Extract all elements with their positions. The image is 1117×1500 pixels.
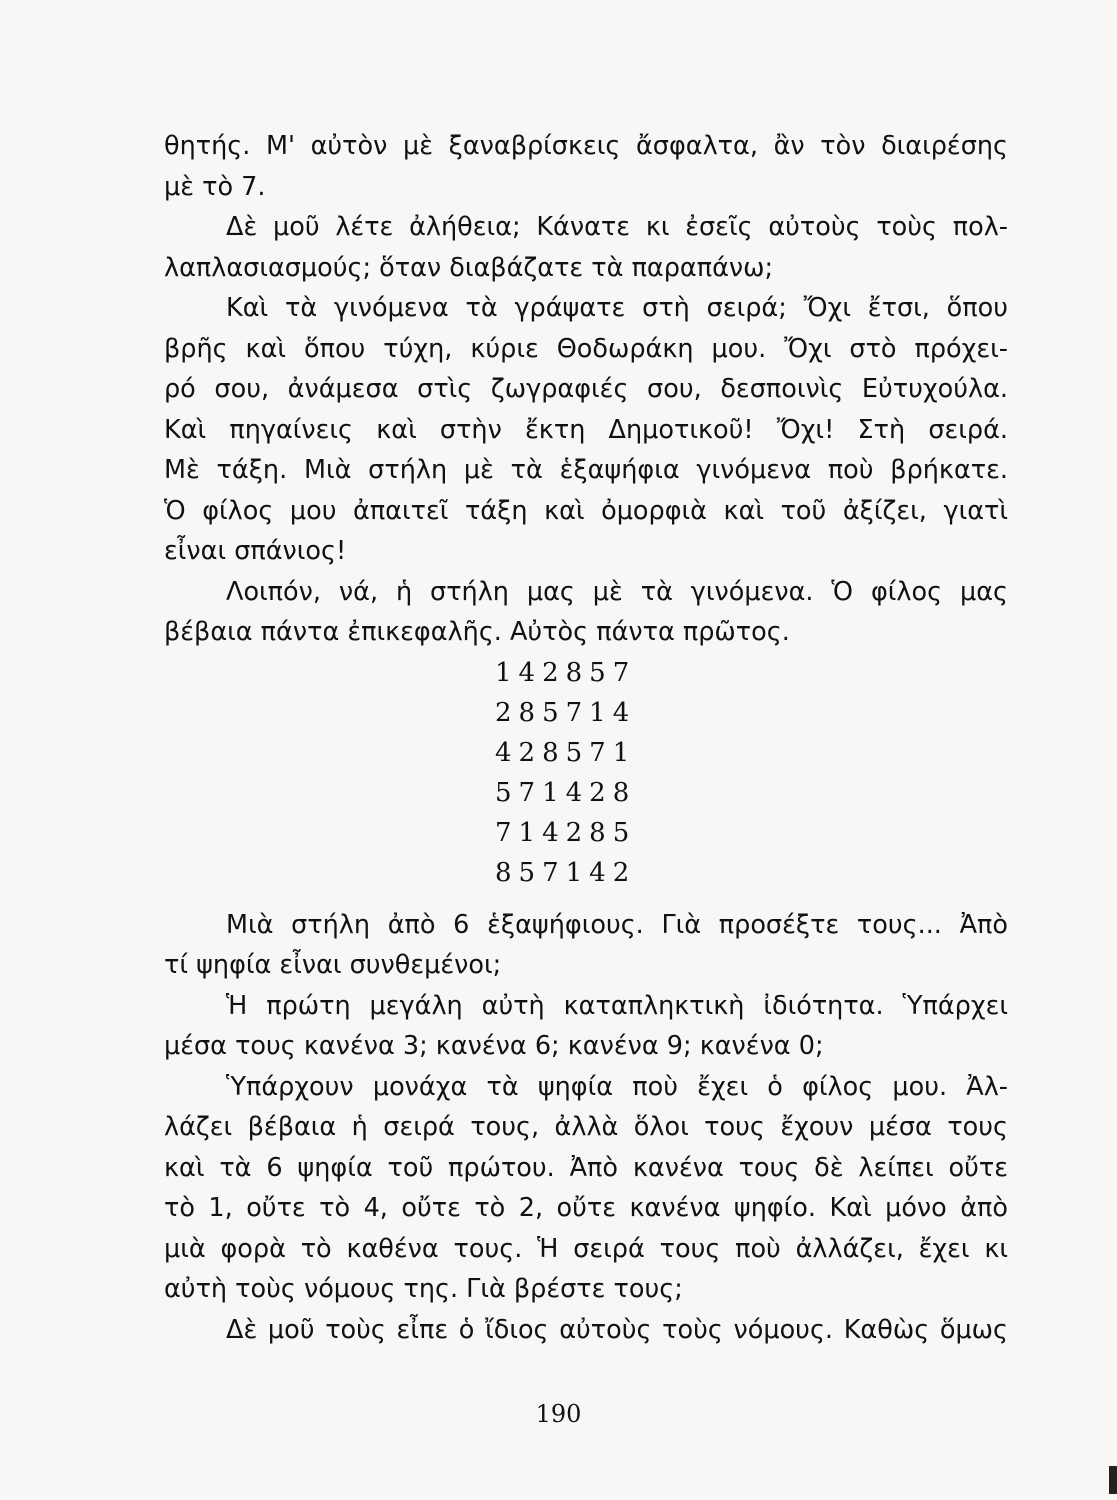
text-line: Μιὰ στήλη ἀπὸ 6 ἑξαψήφιους. Γιὰ προσέξτε τους... Ἀπὸ (226, 909, 1008, 940)
body-text (164, 126, 1008, 1350)
number-row: 571428 (495, 777, 637, 808)
text-line: τὸ 1, οὔτε τὸ 4, οὔτε τὸ 2, οὔτε κανένα ψηφίο. Καὶ μόνο ἀπὸ (164, 1193, 1008, 1223)
number-table (495, 653, 1008, 893)
text-line: Μὲ τάξη. Μιὰ στήλη μὲ τὰ ἑξαψήφια γινόμενα ποὺ βρήκατε. (164, 455, 1008, 485)
paragraph (164, 572, 1008, 653)
text-line: αὐτὴ τοὺς νόμους της. Γιὰ βρέστε τους; (164, 1274, 683, 1304)
paragraph (164, 905, 1008, 986)
text-line: Λοιπόν, νά, ἡ στήλη μας μὲ τὰ γινόμενα. Ὁ φίλος μας (226, 576, 1008, 607)
text-line: λαπλασιασμούς; ὅταν διαβάζατε τὰ παραπάνω; (164, 252, 774, 283)
text-line: μέσα τους κανένα 3; κανένα 6; κανένα 9; κανένα 0; (164, 1031, 824, 1061)
text-line: εἶναι σπάνιος! (164, 536, 347, 566)
number-row: 428571 (495, 737, 637, 768)
text-line: μὲ τὸ 7. (164, 171, 266, 202)
text-line: Δὲ μοῦ λέτε ἀλήθεια; Κάνατε κι ἐσεῖς αὐτοὺς τοὺς πολ- (226, 212, 1008, 242)
text-line: Ὑπάρχουν μονάχα τὰ ψηφία ποὺ ἔχει ὁ φίλος μου. Ἀλ- (226, 1071, 1008, 1102)
text-line: τί ψηφία εἶναι συνθεμένοι; (164, 950, 502, 980)
number-row: 857142 (495, 857, 637, 888)
number-row: 142857 (495, 657, 637, 688)
paragraph (164, 986, 1008, 1067)
paragraph (164, 288, 1008, 572)
text-line: θητής. Μ' αὐτὸν μὲ ξαναβρίσκεις ἄσφαλτα, ἂν τὸν διαιρέσης (164, 131, 1008, 161)
text-line: λάζει βέβαια ἡ σειρά τους, ἀλλὰ ὅλοι τους ἔχουν μέσα τους (164, 1112, 1008, 1142)
text-line: Ὁ φίλος μου ἀπαιτεῖ τάξη καὶ ὀμορφιὰ καὶ τοῦ ἀξίζει, γιατὶ (164, 495, 1008, 526)
text-line: Δὲ μοῦ τοὺς εἶπε ὁ ἴδιος αὐτοὺς τοὺς νόμους. Καθὼς ὅμως (226, 1314, 1008, 1345)
text-line: Καὶ τὰ γινόμενα τὰ γράψατε στὴ σειρά; Ὄχι ἔτσι, ὅπου (226, 293, 1008, 323)
number-row: 714285 (495, 817, 637, 848)
text-line: μιὰ φορὰ τὸ καθένα τους. Ἡ σειρά τους ποὺ ἀλλάζει, ἔχει κι (164, 1233, 1008, 1264)
text-line: ρό σου, ἀνάμεσα στὶς ζωγραφιές σου, δεσποινὶς Εὐτυχούλα. (164, 374, 1008, 404)
paragraph (164, 1310, 1008, 1351)
page-number: 190 (535, 1400, 582, 1428)
text-line: βέβαια πάντα ἐπικεφαλῆς. Αὐτὸς πάντα πρῶτος. (164, 617, 790, 647)
text-line: Ἡ πρώτη μεγάλη αὐτὴ καταπληκτικὴ ἰδιότητα. Ὑπάρχει (226, 990, 1008, 1021)
paragraph (164, 126, 1008, 207)
text-line: Καὶ πηγαίνεις καὶ στὴν ἔκτη Δημοτικοῦ! Ὄχι! Στὴ σειρά. (164, 414, 1008, 445)
text-line: βρῆς καὶ ὅπου τύχη, κύριε Θοδωράκη μου. Ὄχι στὸ πρόχει- (164, 333, 1008, 364)
number-row: 285714 (495, 697, 637, 728)
page-edge-mark (1109, 1466, 1117, 1494)
paragraph (164, 207, 1008, 288)
text-line: καὶ τὰ 6 ψηφία τοῦ πρώτου. Ἀπὸ κανένα τους δὲ λείπει οὔτε (164, 1152, 1008, 1183)
paragraph (164, 1067, 1008, 1310)
